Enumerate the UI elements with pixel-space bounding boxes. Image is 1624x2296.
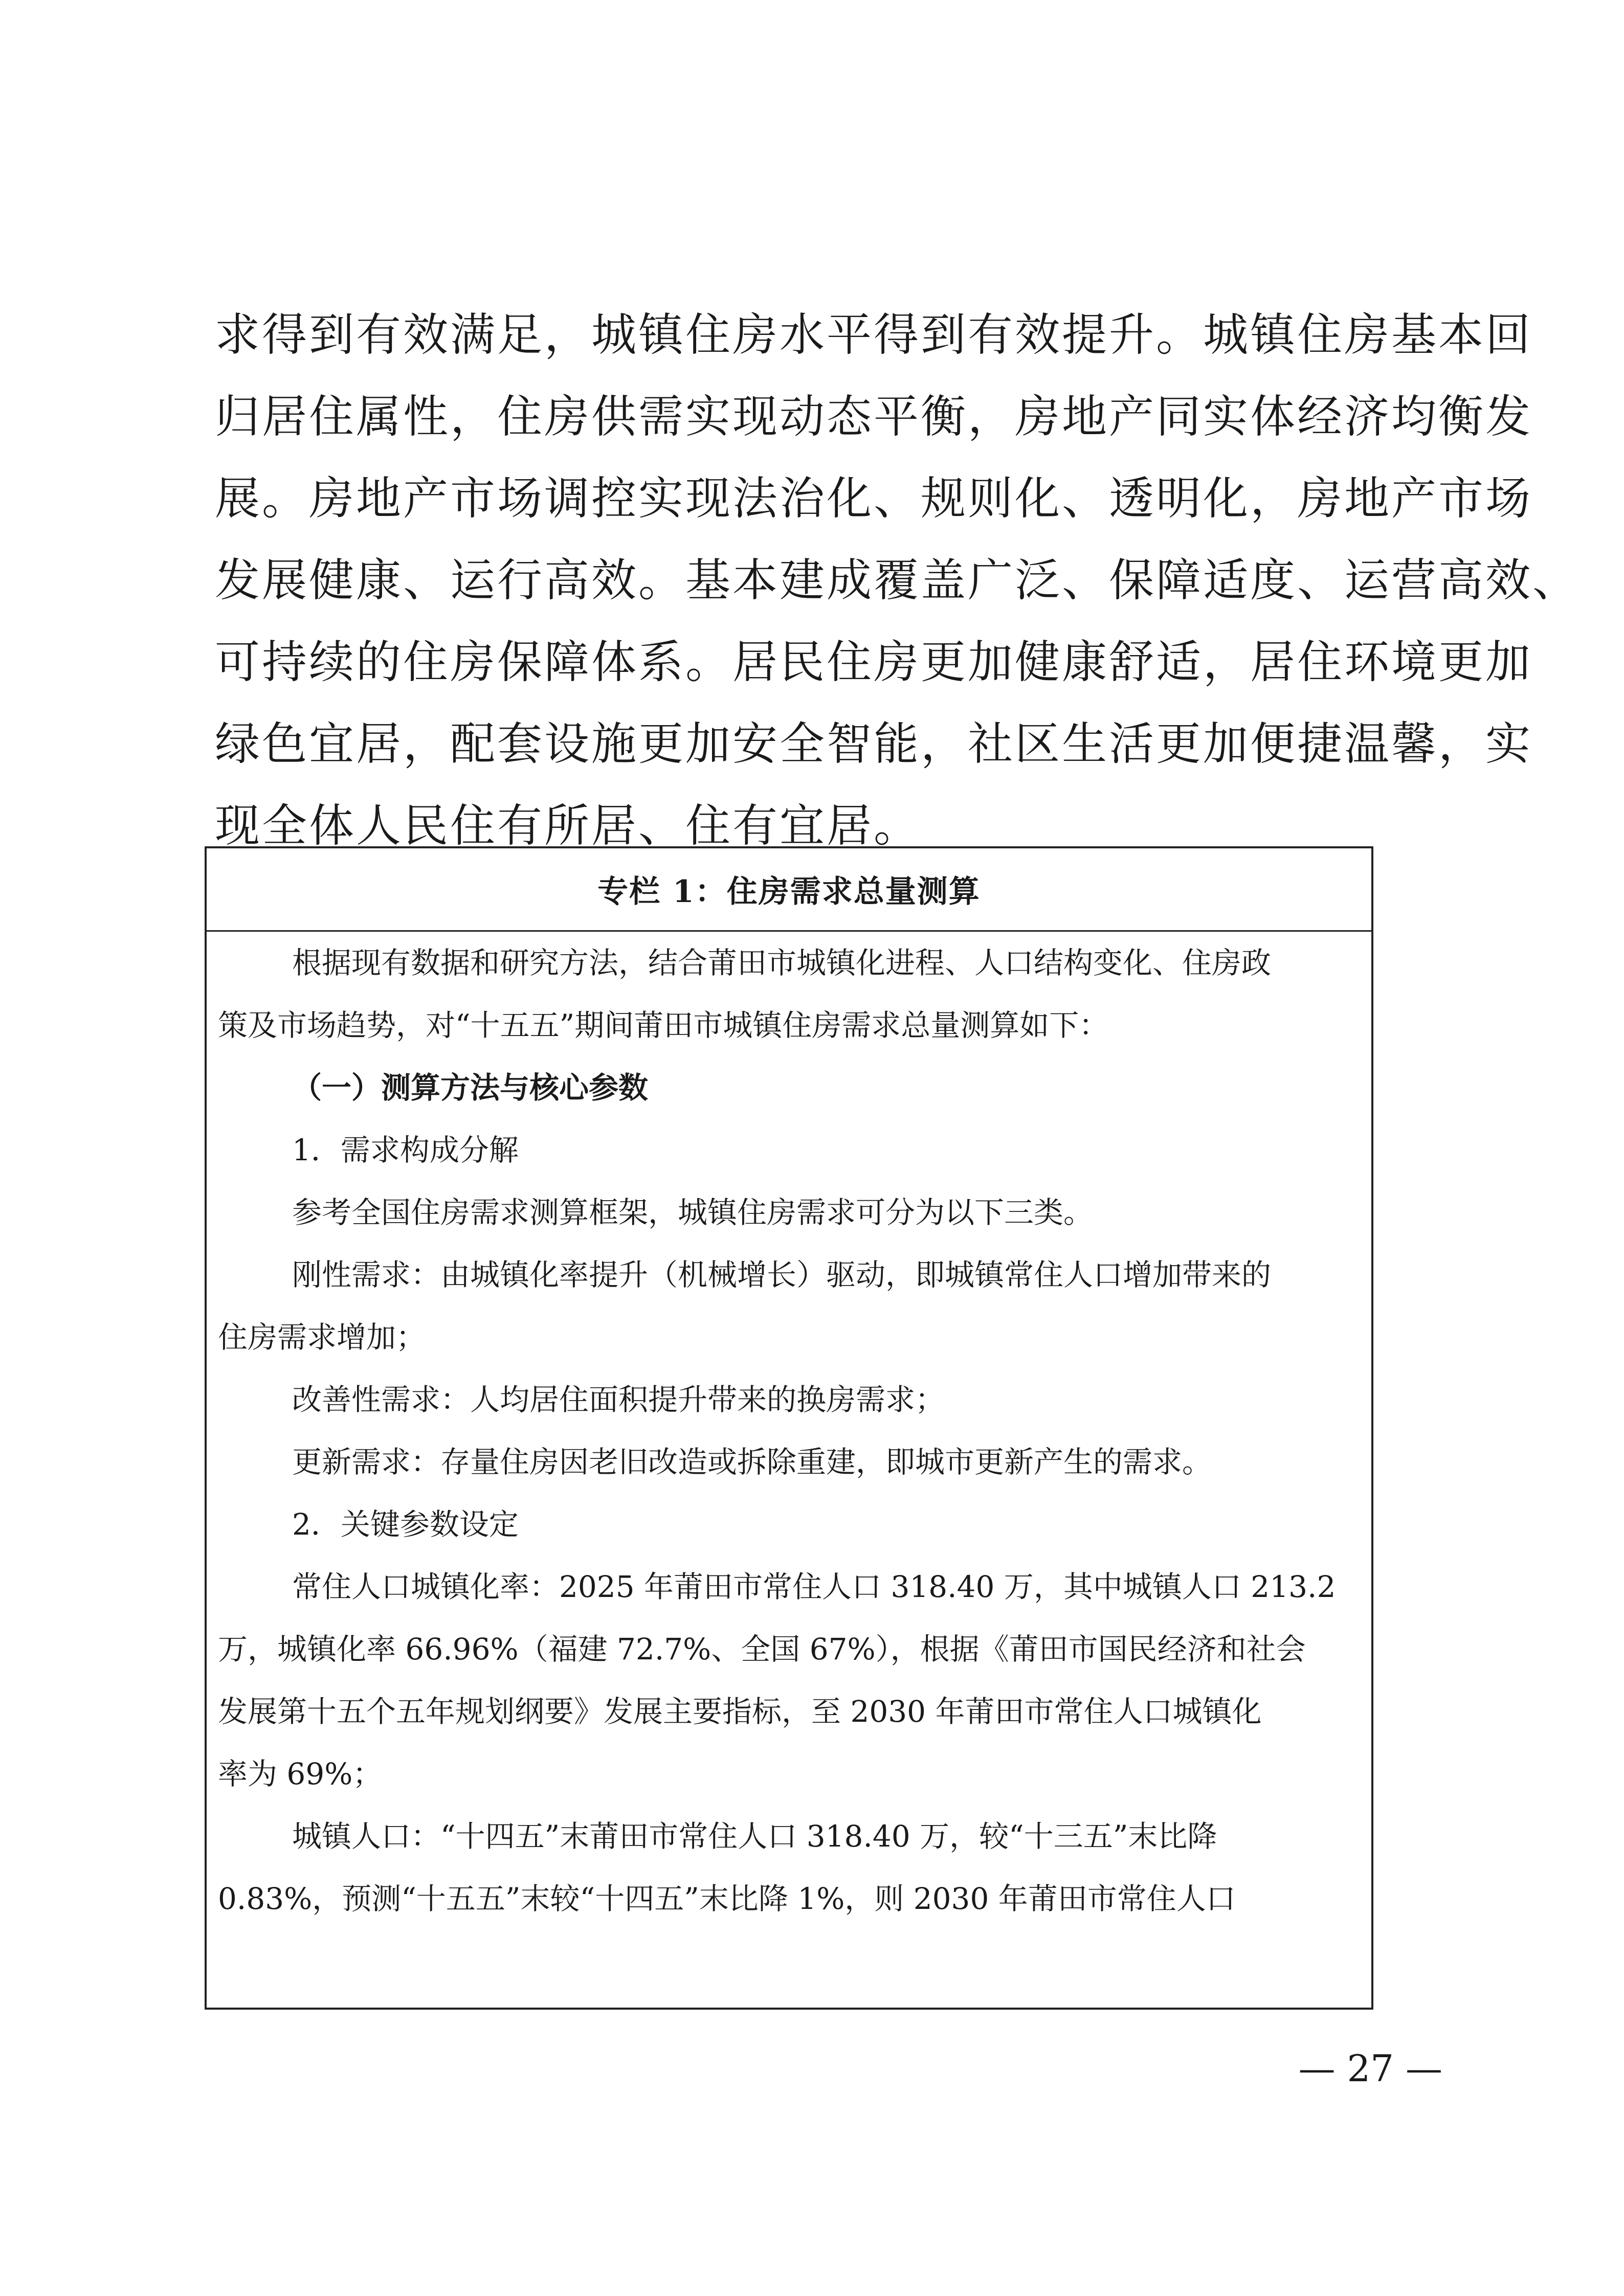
body-line: 绿色宜居，配套设施更加安全智能，社区生活更加便捷温馨，实 (215, 717, 1533, 770)
box-paragraph-line: 改善性需求：人均居住面积提升带来的换房需求； (292, 1382, 945, 1417)
body-paragraph (215, 294, 1580, 867)
box-title: 专栏 1：住房需求总量测算 (207, 848, 1371, 932)
body-line: 发展健康、运行高效。基本建成覆盖广泛、保障适度、运营高效、 (215, 554, 1580, 606)
box-paragraph-line: 刚性需求：由城镇化率提升（机械增长）驱动，即城镇常住人口增加带来的 (292, 1257, 1272, 1292)
box-paragraph-line: 0.83%，预测“十五五”末较“十四五”末比降 1%，则 2030 年莆田市常住人口 (218, 1881, 1236, 1916)
box-paragraph-line: 率为 69%； (218, 1757, 383, 1791)
box-paragraph-line: 更新需求：存量住房因老旧改造或拆除重建，即城市更新产生的需求。 (292, 1445, 1212, 1479)
box-section-heading: （一）测算方法与核心参数 (292, 1070, 649, 1105)
box-paragraph-line: 万，城镇化率 66.96%（福建 72.7%、全国 67%），根据《莆田市国民经济和社会 (218, 1632, 1306, 1667)
body-line: 展。房地产市场调控实现法治化、规则化、透明化，房地产市场 (215, 472, 1533, 525)
box-paragraph-line: 发展第十五个五年规划纲要》发展主要指标，至 2030 年莆田市常住人口城镇化 (218, 1694, 1262, 1729)
box-paragraph-line: 住房需求增加； (218, 1320, 426, 1355)
box-paragraph-line: 参考全国住房需求测算框架，城镇住房需求可分为以下三类。 (292, 1195, 1094, 1230)
body-line: 现全体人民住有所居、住有宜居。 (215, 799, 921, 852)
box-paragraph-line: 策及市场趋势，对“十五五”期间莆田市城镇住房需求总量测算如下： (218, 1008, 1109, 1043)
box-paragraph-line: 常住人口城镇化率：2025 年莆田市常住人口 318.40 万，其中城镇人口 213.2 (292, 1569, 1336, 1604)
body-line: 归居住属性，住房供需实现动态平衡，房地产同实体经济均衡发 (215, 390, 1533, 443)
body-line: 可持续的住房保障体系。居民住房更加健康舒适，居住环境更加 (215, 636, 1533, 688)
box-content (207, 932, 1371, 1930)
box-subheading: 2．关键参数设定 (292, 1507, 519, 1542)
box-paragraph-line: 根据现有数据和研究方法，结合莆田市城镇化进程、人口结构变化、住房政 (292, 946, 1272, 980)
column-box (205, 846, 1373, 2010)
body-line: 求得到有效满足，城镇住房水平得到有效提升。城镇住房基本回 (215, 308, 1533, 361)
page-number: — 27 — (1298, 2047, 1442, 2090)
box-subheading: 1．需求构成分解 (292, 1133, 519, 1167)
box-paragraph-line: 城镇人口：“十四五”末莆田市常住人口 318.40 万，较“十三五”末比降 (292, 1819, 1217, 1854)
